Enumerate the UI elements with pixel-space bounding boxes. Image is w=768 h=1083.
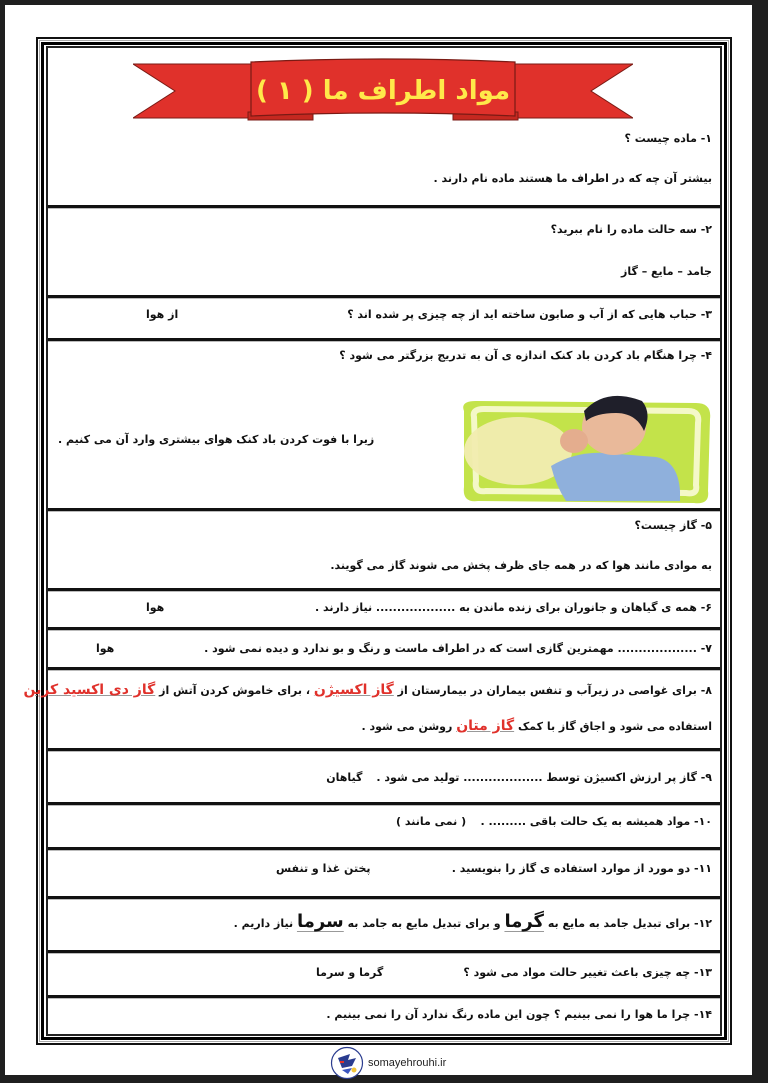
question-text: ۶- همه ی گیاهان و جانوران برای زنده ماندن به ................... نیاز دارند . [314,601,712,614]
question-row-9 [48,748,720,802]
question-text: ۴- چرا هنگام باد کردن باد کنک اندازه ی آن به تدریج بزرگتر می شود ؟ [339,349,712,362]
highlight-heat: گرما [504,911,545,932]
question-line-2 [362,718,713,734]
site-url[interactable]: somayehrouhi.ir [368,1057,447,1069]
question-text: استفاده می شود و اجاق گاز با کمک [517,720,712,733]
question-text: نیاز داریم . [233,917,294,930]
question-text: ۷- ................... مهمترین گازی است که در اطراف ماست و رنگ و بو ندارد و دیده نمی شود . [204,642,712,655]
answer-text: به موادی مانند هوا که در همه جای ظرف پخش می شوند گاز می گویند. [330,559,712,572]
answer-text: بیشتر آن چه که در اطراف ما هستند ماده نام دارند . [433,172,712,185]
answer-text: گیاهان [326,771,363,784]
question-text: روشن می شود . [361,720,453,733]
title-banner [133,58,633,128]
question-text: و برای تبدیل مایع به جامد به [347,917,501,930]
question-text: ۱۴- چرا ما هوا را نمی بینیم ؟ چون این ماده رنگ ندارد آن را نمی بینیم . [326,1008,712,1021]
question-row-5 [48,508,720,588]
question-row-10 [48,802,720,847]
question-row-12 [48,896,720,950]
question-row-3 [48,295,720,338]
question-row-1 [48,128,720,205]
question-line [234,911,712,932]
page-title: مواد اطراف ما ( ۱ ) [255,76,511,106]
qa-line [56,815,712,828]
qa-line [56,862,712,875]
site-logo-icon [330,1046,364,1080]
highlight-oxygen: گاز اکسیژن [313,682,394,698]
qa-line [56,642,712,655]
qa-line [56,601,712,614]
qa-line [56,771,712,784]
question-text: ۱۱- دو مورد از موارد استفاده ی گاز را بنویسید . [451,862,712,875]
answer-text: زیرا با فوت کردن باد کنک هوای بیشتری وارد آن می کنیم . [58,433,375,446]
question-text: ۱۲- برای تبدیل جامد به مایع به [547,917,712,930]
question-row-11 [48,847,720,896]
question-row-7 [48,627,720,667]
question-text: ۲- سه حالت ماده را نام ببرید؟ [550,223,712,236]
question-row-8 [23,667,720,748]
question-text: ۳- حباب هایی که از آب و صابون ساخته اید از چه چیزی پر شده اند ؟ [347,308,712,321]
question-text: ۱۰- مواد همیشه به یک حالت باقی ......... . [480,815,712,828]
highlight-cold: سرما [296,911,344,932]
question-row-13 [48,950,720,995]
question-text: ۹- گاز پر ارزش اکسیژن توسط ................... تولید می شود . [376,771,712,784]
answer-text: ( نمی مانند ) [396,815,467,828]
question-text: ۱- ماده چیست ؟ [624,132,712,145]
question-row-6 [48,588,720,627]
highlight-methane: گاز متان [456,718,515,734]
worksheet-content [23,46,722,1036]
qa-line [56,966,712,979]
question-text: ۸- برای غواصی در زیرآب و تنفس بیماران در بیمارستان از [397,684,712,697]
question-row-4 [48,338,720,508]
question-text: ۵- گاز چیست؟ [634,519,712,532]
question-text: ۱۳- چه چیزی باعث تغییر حالت مواد می شود ؟ [463,966,712,979]
answer-text: گرما و سرما [316,966,384,979]
answer-text: هوا [146,601,165,614]
question-line-1 [23,682,712,698]
question-text: ، برای خاموش کردن آتش از [159,684,311,697]
highlight-carbon-dioxide: گاز دی اکسید کربن [23,682,156,698]
qa-line [56,308,712,321]
question-row-14 [48,995,720,1036]
boy-blowing-balloon-image [456,391,718,509]
question-row-2 [48,205,720,295]
answer-text: هوا [96,642,115,655]
answer-text: جامد – مایع – گاز [621,265,712,278]
answer-text: از هوا [146,308,179,321]
answer-text: پختن غذا و تنفس [276,862,371,875]
